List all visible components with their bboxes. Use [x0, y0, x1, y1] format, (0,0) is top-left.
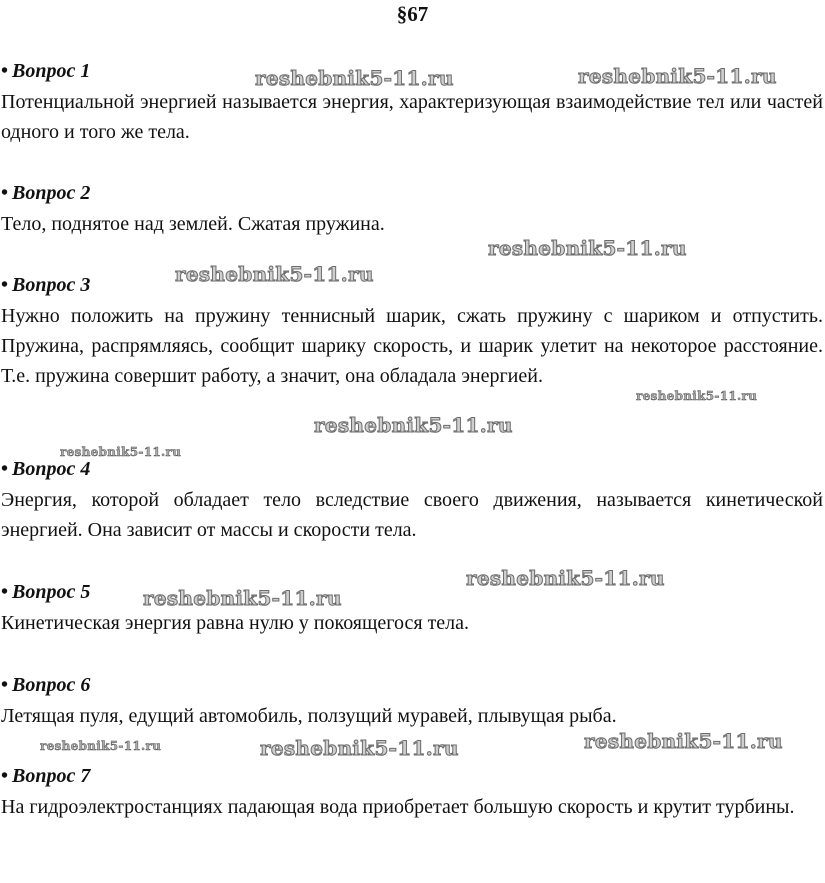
question-5-answer: Кинетическая энергия равна нулю у покоящегося тела. — [1, 612, 470, 634]
watermark: reshebnik5-11.ru — [488, 236, 687, 260]
question-3-label: Вопрос 3 — [12, 274, 91, 296]
question-4-heading — [1, 458, 90, 481]
question-6-heading — [1, 674, 90, 697]
bullet: • — [1, 458, 9, 480]
watermark: reshebnik5-11.ru — [60, 445, 182, 459]
question-7-answer: На гидроэлектростанциях падающая вода приобретает большую скорость и крутит турбины. — [1, 796, 795, 818]
question-1-heading — [1, 60, 90, 83]
watermark: reshebnik5-11.ru — [466, 566, 665, 590]
bullet: • — [1, 581, 9, 603]
question-2-answer: Тело, поднятое над землей. Сжатая пружина. — [1, 213, 385, 235]
bullet: • — [1, 674, 9, 696]
question-1-label: Вопрос 1 — [12, 60, 91, 82]
question-3-heading — [1, 274, 90, 297]
question-5-label: Вопрос 5 — [12, 581, 91, 603]
question-2-label: Вопрос 2 — [12, 182, 91, 204]
watermark: reshebnik5-11.ru — [143, 586, 342, 610]
watermark: reshebnik5-11.ru — [175, 262, 374, 286]
bullet: • — [1, 182, 9, 204]
bullet: • — [1, 60, 9, 82]
watermark: reshebnik5-11.ru — [255, 66, 454, 90]
bullet: • — [1, 274, 9, 296]
watermark: reshebnik5-11.ru — [584, 729, 783, 753]
watermark: reshebnik5-11.ru — [314, 413, 513, 437]
watermark: reshebnik5-11.ru — [636, 389, 758, 403]
question-4-label: Вопрос 4 — [12, 458, 91, 480]
question-4-answer: Энергия, которой обладает тело вследствие своего движения, называется кинетической энергией. Она зависит от массы и скорости тела. — [1, 489, 823, 541]
section-title: §67 — [396, 2, 429, 26]
question-6-answer: Летящая пуля, едущий автомобиль, ползущий муравей, плывущая рыба. — [1, 705, 617, 727]
question-5-heading — [1, 581, 90, 604]
question-7-heading — [1, 765, 90, 788]
watermark: reshebnik5-11.ru — [260, 736, 459, 760]
question-7-label: Вопрос 7 — [12, 765, 91, 787]
watermark: reshebnik5-11.ru — [578, 64, 777, 88]
question-3-answer: Нужно положить на пружину теннисный шарик, сжать пружину с шариком и отпустить. Пружина, распрямляясь, сообщит шарику скорость, и шарик улетит на некоторое расстояние. Т.е. пружина совершит работу, а значит, она обладала энергией. — [1, 305, 823, 387]
question-6-label: Вопрос 6 — [12, 674, 91, 696]
question-1-answer: Потенциальной энергией называется энергия, характеризующая взаимодействие тел или частей одного и того же тела. — [1, 91, 823, 143]
question-2-heading — [1, 182, 90, 205]
bullet: • — [1, 765, 9, 787]
watermark: reshebnik5-11.ru — [40, 739, 162, 753]
